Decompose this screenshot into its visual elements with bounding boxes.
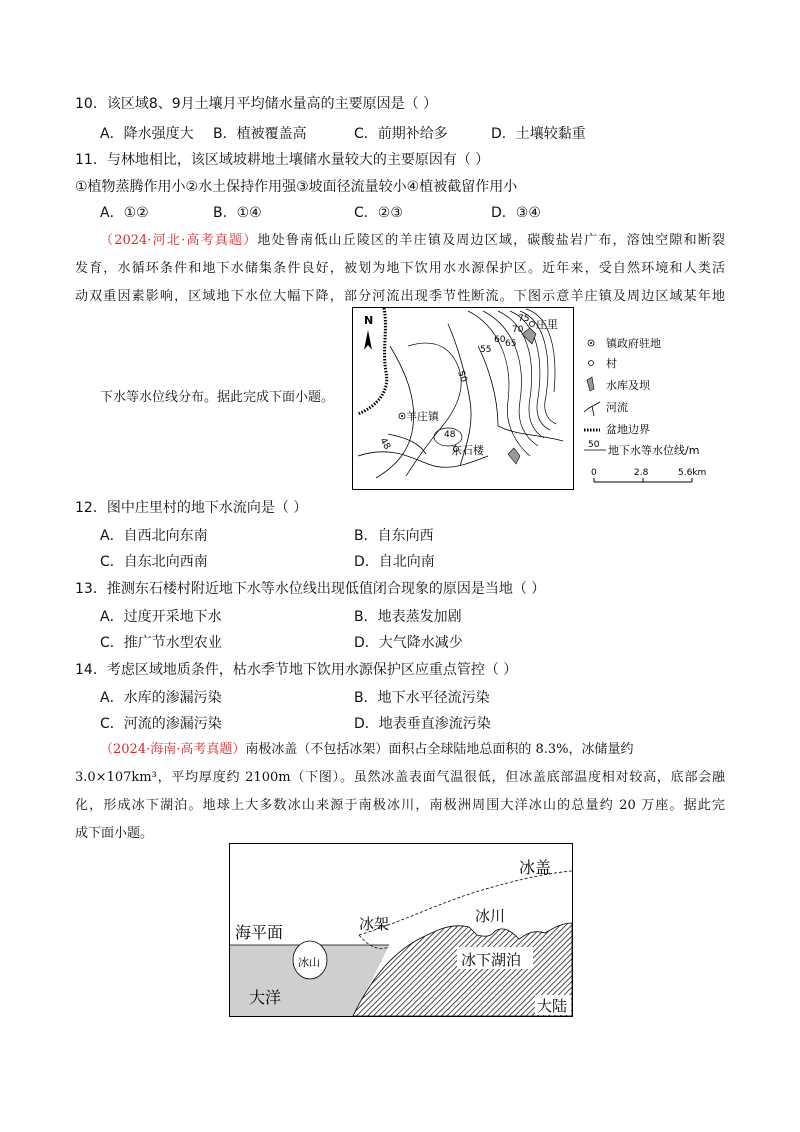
label-sea-level: 海平面 xyxy=(235,923,284,942)
q14-option-b: B．地下水平径流污染 xyxy=(354,690,490,706)
contour-label-48b: 48 xyxy=(377,436,392,452)
legend-river-label: 河流 xyxy=(606,401,628,414)
label-subglacial-lake: 冰下湖泊 xyxy=(461,951,522,969)
q13-stem: 13．推测东石楼村附近地下水等水位线出现低值闭合现象的原因是当地（ ） xyxy=(75,581,546,597)
village-icon xyxy=(530,322,535,327)
contour-label-48a: 48 xyxy=(444,430,456,440)
q10-option-b: B．植被覆盖高 xyxy=(213,126,307,142)
q10-option-a: A．降水强度大 xyxy=(100,126,194,142)
passage2-source: （2024·海南·高考真题） xyxy=(100,742,246,757)
label-zhuangli: 庄里 xyxy=(536,318,558,331)
q11-option-c: C．②③ xyxy=(354,205,403,221)
label-ocean: 大洋 xyxy=(249,988,282,1007)
passage1-line1: （2024·河北·高考真题）地处鲁南低山丘陵区的羊庄镇及周边区域，碳酸盐岩广布，溶蚀空隙和断裂 xyxy=(100,233,725,248)
q11-option-b: B．①④ xyxy=(213,205,262,221)
passage1-line3: 动双重因素影响，区域地下水位大幅下降，部分河流出现季节性断流。下图示意羊庄镇及周边区域某年地 xyxy=(75,289,725,304)
q12-option-c: C．自东北向西南 xyxy=(100,554,208,570)
q11-stem: 11．与林地相比，该区域坡耕地土壤储水量较大的主要原因有（ ） xyxy=(75,152,490,168)
q12-option-b: B．自东向西 xyxy=(354,528,434,544)
q11-option-d: D．③④ xyxy=(491,205,541,221)
label-ice-sheet: 冰盖 xyxy=(519,858,552,877)
q14-option-c: C．河流的渗漏污染 xyxy=(100,716,222,732)
passage2-line3: 化，形成冰下湖泊。地球上大多数冰山来源于南极冰川，南极洲周围大洋冰山的总量约 20 万座。据此完 xyxy=(75,798,725,813)
legend-town-label: 镇政府驻地 xyxy=(606,337,661,350)
contour-label-65: 65 xyxy=(505,339,517,349)
scale-label-0: 0 xyxy=(591,468,597,478)
legend-reservoir-label: 水库及坝 xyxy=(606,379,650,392)
scale-label-1: 2.8 xyxy=(634,468,649,478)
q12-stem: 12．图中庄里村的地下水流向是（ ） xyxy=(75,500,308,516)
legend-contour-value: 50 xyxy=(588,440,600,450)
q11-statements: ①植物蒸腾作用小②水土保持作用强③坡面径流量较小④植被截留作用小 xyxy=(75,179,518,195)
antarctic-diagram xyxy=(229,843,573,1017)
contour-label-55: 55 xyxy=(480,345,492,355)
north-label: N xyxy=(364,314,374,327)
label-glacier: 冰川 xyxy=(475,907,506,925)
q13-option-c: C．推广节水型农业 xyxy=(100,635,222,651)
contour-label-50: 50 xyxy=(455,369,469,384)
q14-stem: 14．考虑区域地质条件，枯水季节地下饮用水源保护区应重点管控（ ） xyxy=(75,662,518,678)
legend-reservoir-icon xyxy=(587,377,594,391)
q13-option-d: D．大气降水减少 xyxy=(354,635,463,651)
legend-basin-label: 盆地边界 xyxy=(606,423,650,436)
passage2-line4: 成下面小题。 xyxy=(75,826,154,841)
passage1-source: （2024·河北·高考真题） xyxy=(100,233,258,248)
q10-option-d: D．土壤较黏重 xyxy=(491,126,586,142)
label-dongshilou: 东石楼 xyxy=(451,444,484,457)
contour-label-60: 60 xyxy=(494,335,506,345)
label-yangzhuang: 羊庄镇 xyxy=(406,410,439,423)
label-continent: 大陆 xyxy=(537,997,568,1015)
q10-option-c: C．前期补给多 xyxy=(354,126,448,142)
passage2-line2: 3.0×107km³，平均厚度约 2100m（下图）。虽然冰盖表面气温很低，但冰盖底部温度相对较高，底部会融 xyxy=(75,770,725,785)
q11-option-a: A．①② xyxy=(100,205,149,221)
scale-label-2: 5.6km xyxy=(678,468,707,478)
contour-label-75: 75 xyxy=(518,314,530,324)
map-frame xyxy=(353,308,574,490)
q12-option-d: D．自北向南 xyxy=(354,554,435,570)
passage1-line4: 下水等水位线分布。据此完成下面小题。 xyxy=(100,390,335,405)
q13-option-b: B．地表蒸发加剧 xyxy=(354,609,462,625)
groundwater-map xyxy=(348,306,728,492)
legend-contour-label: 地下水等水位线/m xyxy=(608,444,700,457)
q14-option-d: D．地表垂直渗流污染 xyxy=(354,716,491,732)
label-ice-shelf: 冰架 xyxy=(359,915,390,933)
q10-stem: 10．该区域8、9月土壤月平均储水量高的主要原因是（ ） xyxy=(75,96,438,112)
label-iceberg: 冰山 xyxy=(298,956,320,969)
legend-village-icon xyxy=(589,361,594,366)
legend-village-label: 村 xyxy=(606,357,617,370)
contour-label-70: 70 xyxy=(512,325,524,335)
passage1-line2: 发育，水循环条件和地下水储集条件良好，被划为地下饮用水水源保护区。近年来，受自然环境和人类活 xyxy=(75,261,725,276)
q14-option-a: A．水库的渗漏污染 xyxy=(100,690,222,706)
passage2-line1: （2024·海南·高考真题）南极冰盖（不包括冰架）面积占全球陆地总面积的 8.3%，冰储量约 xyxy=(100,742,634,757)
q13-option-a: A．过度开采地下水 xyxy=(100,609,222,625)
q12-option-a: A．自西北向东南 xyxy=(100,528,208,544)
